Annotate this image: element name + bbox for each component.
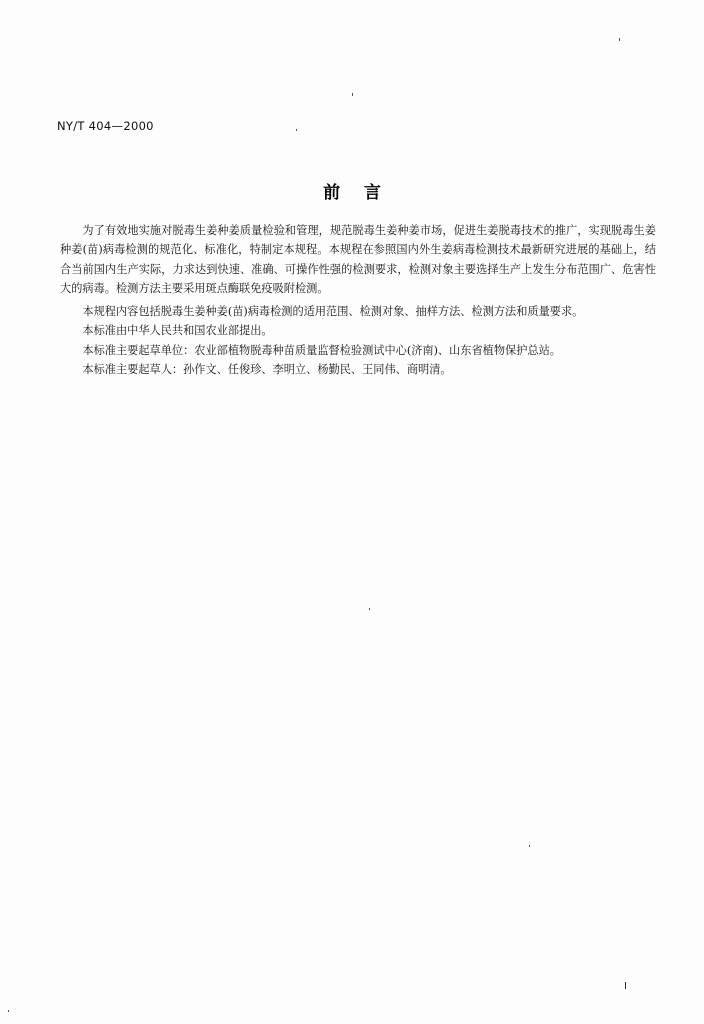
scan-speck [8, 1010, 9, 1012]
page-number: I [624, 981, 627, 992]
section-title: 前 言 [323, 183, 381, 203]
scan-speck [369, 608, 370, 610]
scan-speck [529, 845, 530, 847]
standard-code: NY/T 404—2000 [57, 119, 154, 133]
paragraph-proposer: 本标准由中华人民共和国农业部提出。 [82, 324, 273, 338]
scan-speck [352, 93, 353, 96]
paragraph-scope: 本规程内容包括脱毒生姜种姜(苗)病毒检测的适用范围、检测对象、抽样方法、检测方法和质量要求。 [82, 305, 584, 319]
foreword-body [60, 221, 656, 379]
scan-speck [296, 129, 297, 131]
paragraph-drafters: 本标准主要起草人：孙作文、任俊珍、李明立、杨勤民、王同伟、商明清。 [82, 363, 452, 377]
paragraph-purpose: 为了有效地实施对脱毒生姜种姜质量检验和管理，规范脱毒生姜种姜市场，促进生姜脱毒技术的推广，实现脱毒生姜种姜(苗)病毒检测的规范化、标准化，特制定本规程。本规程在参照国内外生姜病毒检测技术最新研究进展的基础上，结合当前国内生产实际，力求达到快速、准确、可操作性强的检测要求，检测对象主要选择生产上发生分布范围广、危害性大的病毒。检测方法主要采用斑点酶联免疫吸附检测。 [60, 224, 656, 295]
scan-speck [619, 38, 620, 41]
paragraph-drafting-units: 本标准主要起草单位：农业部植物脱毒种苗质量监督检验测试中心(济南)、山东省植物保护总站。 [82, 343, 561, 357]
